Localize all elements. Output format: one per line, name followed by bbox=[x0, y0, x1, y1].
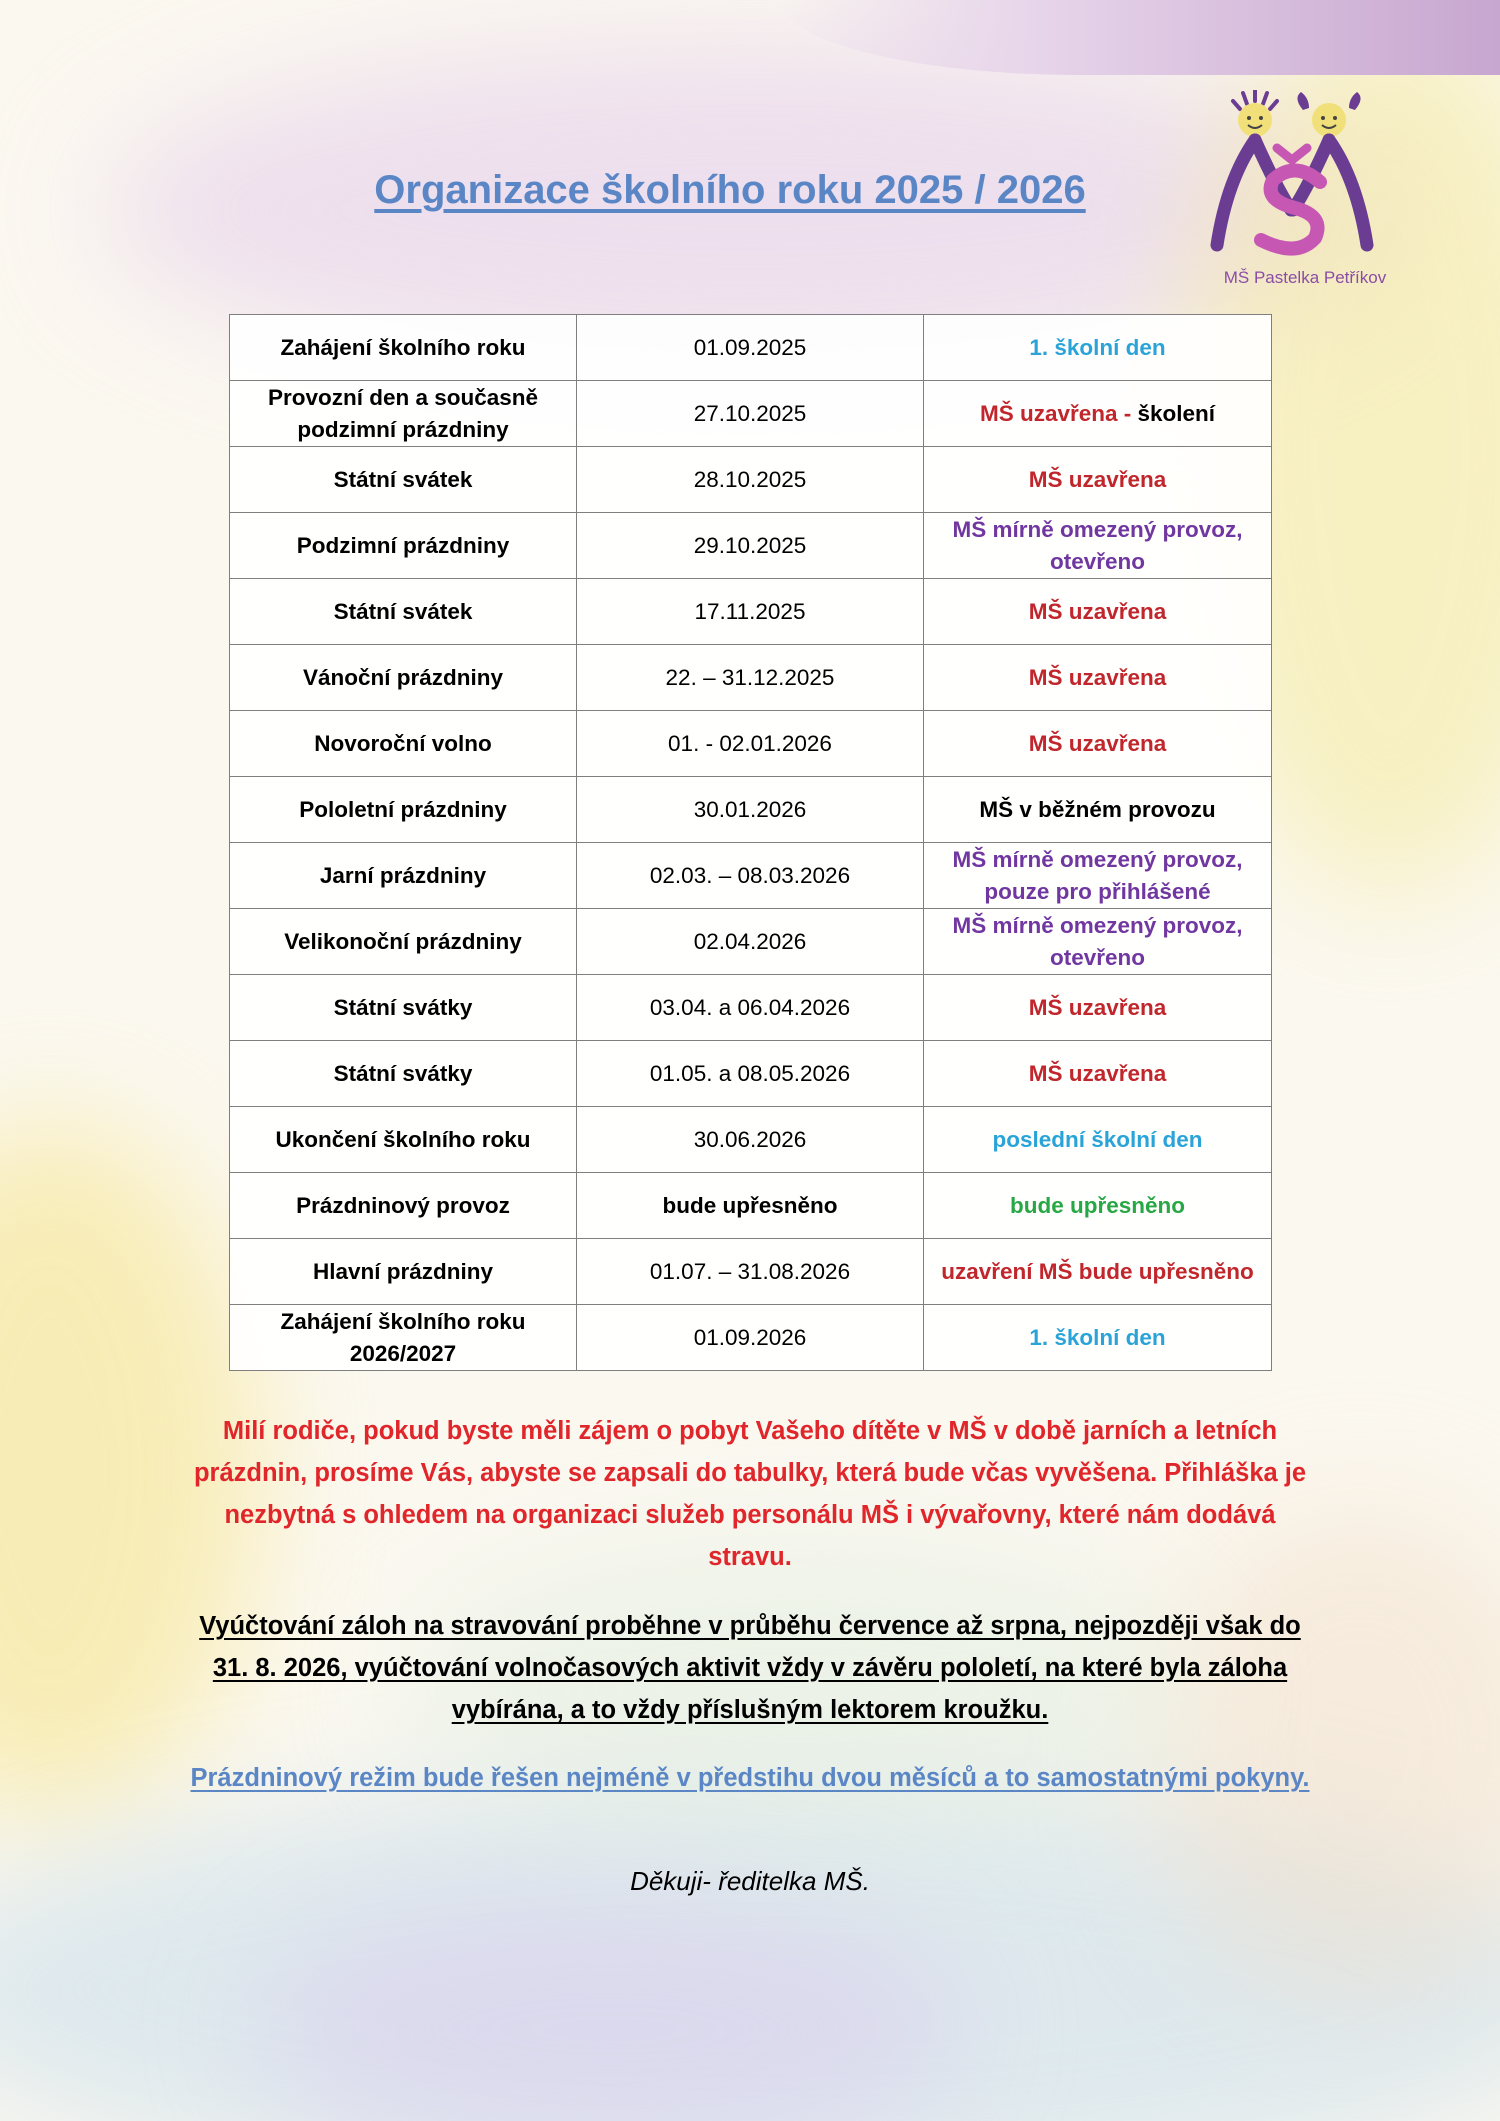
date-cell: 02.03. – 08.03.2026 bbox=[577, 843, 924, 909]
event-cell: Zahájení školního roku bbox=[230, 315, 577, 381]
date-cell: 17.11.2025 bbox=[577, 579, 924, 645]
status-text: MŠ uzavřena - bbox=[979, 400, 1138, 426]
status-text: školení bbox=[1137, 400, 1216, 426]
date-cell: 01.09.2025 bbox=[577, 315, 924, 381]
table-row bbox=[230, 645, 1272, 711]
status-cell bbox=[924, 777, 1272, 843]
date-cell: 01.09.2026 bbox=[577, 1305, 924, 1371]
table-row bbox=[230, 1041, 1272, 1107]
school-year-table-body bbox=[230, 315, 1272, 1371]
date-cell: 02.04.2026 bbox=[577, 909, 924, 975]
school-logo bbox=[1205, 90, 1405, 295]
event-cell: Jarní prázdniny bbox=[230, 843, 577, 909]
status-cell bbox=[924, 1239, 1272, 1305]
event-cell: Státní svátek bbox=[230, 579, 577, 645]
date-cell: 01. - 02.01.2026 bbox=[577, 711, 924, 777]
holiday-mode-notice: Prázdninový režim bude řešen nejméně v předstihu dvou měsíců a to samostatnými pokyny. bbox=[190, 1764, 1310, 1792]
status-text: MŠ uzavřena bbox=[1028, 994, 1167, 1020]
event-cell: Zahájení školního roku 2026/2027 bbox=[230, 1305, 577, 1371]
event-cell: Ukončení školního roku bbox=[230, 1107, 577, 1173]
event-cell: Velikonoční prázdniny bbox=[230, 909, 577, 975]
table-row bbox=[230, 711, 1272, 777]
table-row bbox=[230, 381, 1272, 447]
date-cell: 27.10.2025 bbox=[577, 381, 924, 447]
date-cell: 01.05. a 08.05.2026 bbox=[577, 1041, 924, 1107]
status-cell bbox=[924, 381, 1272, 447]
status-text: MŠ uzavřena bbox=[1028, 466, 1167, 492]
table-row bbox=[230, 1239, 1272, 1305]
status-cell bbox=[924, 447, 1272, 513]
status-text: poslední školní den bbox=[992, 1126, 1203, 1152]
logo-caption: MŠ Pastelka Petříkov bbox=[1223, 268, 1387, 287]
status-cell bbox=[924, 315, 1272, 381]
event-cell: Podzimní prázdniny bbox=[230, 513, 577, 579]
status-text: MŠ mírně omezený provoz, otevřeno bbox=[952, 516, 1243, 574]
status-cell bbox=[924, 513, 1272, 579]
status-cell bbox=[924, 1173, 1272, 1239]
table-row bbox=[230, 975, 1272, 1041]
date-cell: 30.01.2026 bbox=[577, 777, 924, 843]
date-cell: 01.07. – 31.08.2026 bbox=[577, 1239, 924, 1305]
status-text: MŠ mírně omezený provoz, otevřeno bbox=[952, 912, 1243, 970]
status-text: MŠ uzavřena bbox=[1028, 664, 1167, 690]
status-cell bbox=[924, 1041, 1272, 1107]
billing-notice: Vyúčtování záloh na stravování proběhne v průběhu července až srpna, nejpozději však do 31. 8. 2026, vyúčtování volnočasových aktivit vždy v závěru pololetí, na které byla záloha vybírána, a to vždy příslušným lektorem kroužku. bbox=[199, 1612, 1301, 1724]
date-cell: 03.04. a 06.04.2026 bbox=[577, 975, 924, 1041]
signature: Děkuji- ředitelka MŠ. bbox=[630, 1866, 870, 1896]
event-cell: Novoroční volno bbox=[230, 711, 577, 777]
event-cell: Státní svátky bbox=[230, 1041, 577, 1107]
status-cell bbox=[924, 843, 1272, 909]
parents-notice: Milí rodiče, pokud byste měli zájem o pobyt Vašeho dítěte v MŠ v době jarních a letních prázdnin, prosíme Vás, abyste se zapsali do tabulky, která bude včas vyvěšena. Přihláška je nezbytná s ohledem na organizaci služeb personálu MŠ i vývařovny, které nám dodává stravu. bbox=[193, 1417, 1307, 1571]
status-text: bude upřesněno bbox=[1009, 1192, 1185, 1218]
page-title: Organizace školního roku 2025 / 2026 bbox=[374, 168, 1086, 212]
date-cell: 22. – 31.12.2025 bbox=[577, 645, 924, 711]
status-text: 1. školní den bbox=[1029, 334, 1166, 360]
status-cell bbox=[924, 909, 1272, 975]
date-cell: 30.06.2026 bbox=[577, 1107, 924, 1173]
event-cell: Státní svátek bbox=[230, 447, 577, 513]
kindergarten-logo-icon bbox=[1205, 90, 1405, 265]
table-row bbox=[230, 513, 1272, 579]
table-row bbox=[230, 1305, 1272, 1371]
date-cell: 29.10.2025 bbox=[577, 513, 924, 579]
table-row bbox=[230, 579, 1272, 645]
status-cell bbox=[924, 1305, 1272, 1371]
school-year-table bbox=[229, 314, 1272, 1371]
status-text: uzavření MŠ bude upřesněno bbox=[941, 1258, 1254, 1284]
table-row bbox=[230, 315, 1272, 381]
status-cell bbox=[924, 711, 1272, 777]
table-row bbox=[230, 447, 1272, 513]
event-cell: Prázdninový provoz bbox=[230, 1173, 577, 1239]
status-cell bbox=[924, 645, 1272, 711]
status-cell bbox=[924, 975, 1272, 1041]
table-row bbox=[230, 1173, 1272, 1239]
table-row bbox=[230, 909, 1272, 975]
status-text: MŠ v běžném provozu bbox=[979, 796, 1216, 822]
status-cell bbox=[924, 1107, 1272, 1173]
table-row bbox=[230, 1107, 1272, 1173]
date-cell: bude upřesněno bbox=[577, 1173, 924, 1239]
event-cell: Pololetní prázdniny bbox=[230, 777, 577, 843]
status-text: MŠ mírně omezený provoz, pouze pro přihlášené bbox=[952, 846, 1243, 904]
status-text: 1. školní den bbox=[1029, 1324, 1166, 1350]
date-cell: 28.10.2025 bbox=[577, 447, 924, 513]
event-cell: Provozní den a současně podzimní prázdniny bbox=[230, 381, 577, 447]
event-cell: Vánoční prázdniny bbox=[230, 645, 577, 711]
status-cell bbox=[924, 579, 1272, 645]
event-cell: Hlavní prázdniny bbox=[230, 1239, 577, 1305]
table-row bbox=[230, 777, 1272, 843]
table-row bbox=[230, 843, 1272, 909]
status-text: MŠ uzavřena bbox=[1028, 1060, 1167, 1086]
status-text: MŠ uzavřena bbox=[1028, 598, 1167, 624]
event-cell: Státní svátky bbox=[230, 975, 577, 1041]
status-text: MŠ uzavřena bbox=[1028, 730, 1167, 756]
